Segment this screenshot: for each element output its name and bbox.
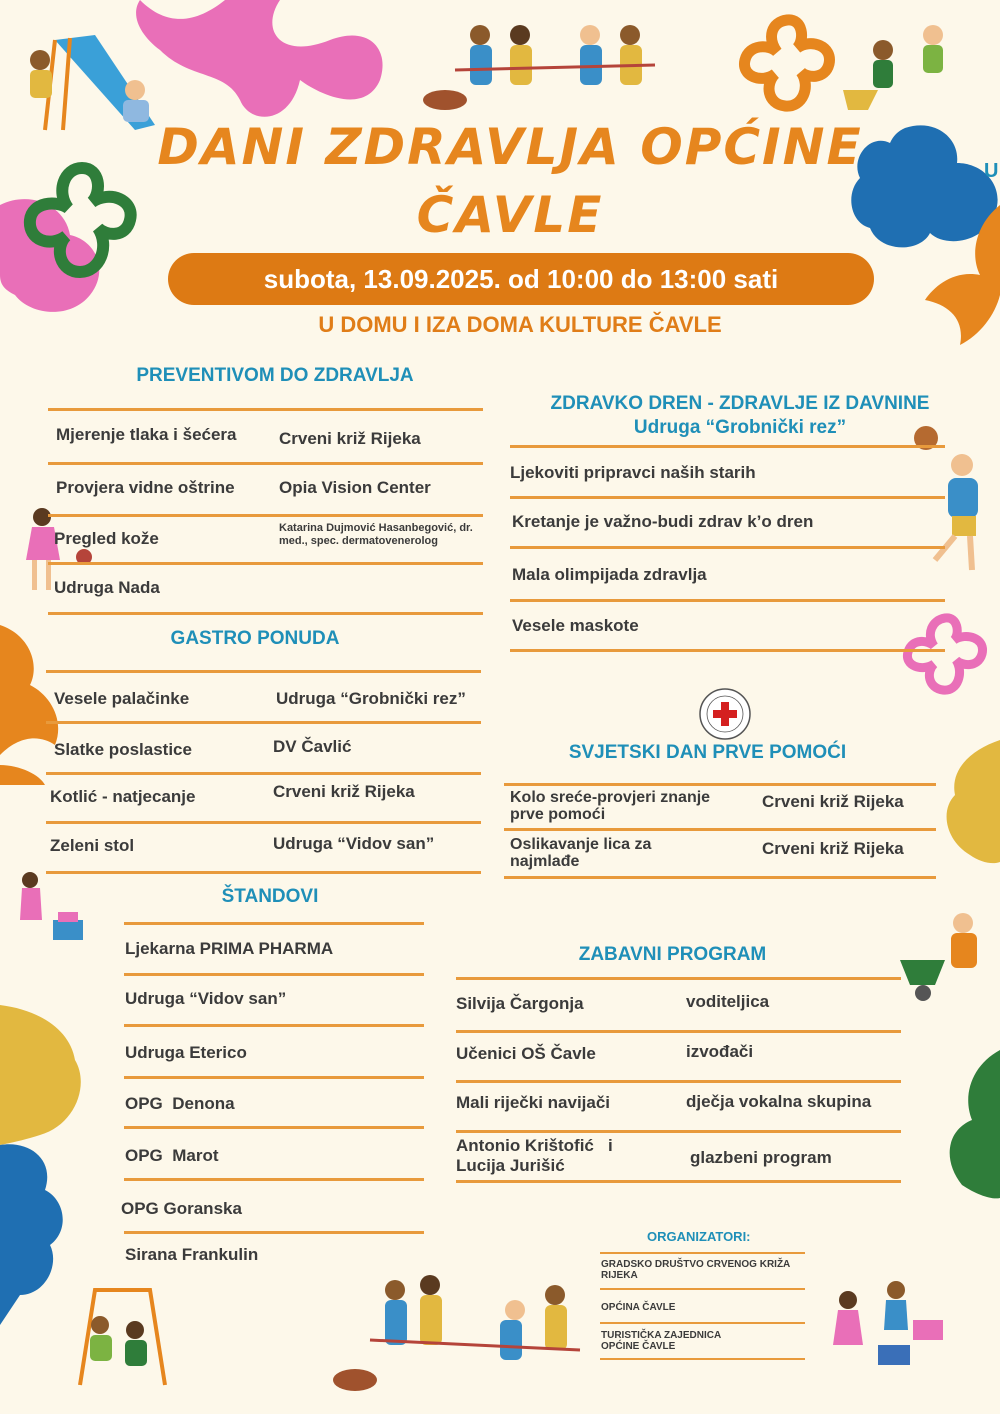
divider: [48, 562, 483, 565]
organizer-item: OPĆINA ČAVLE: [601, 1302, 676, 1313]
pink-splash-decoration: [130, 0, 400, 130]
zdravko-item: Mala olimpijada zdravlja: [512, 565, 707, 584]
section-heading-gastro: GASTRO PONUDA: [170, 628, 340, 649]
divider: [456, 1080, 901, 1083]
zabavni-name: Antonio Krištofić i Lucija Jurišić: [456, 1136, 618, 1175]
prva-pomoc-activity: Kolo sreće-provjeri znanje prve pomoći: [510, 789, 711, 823]
standovi-item: OPG Goranska: [121, 1199, 242, 1218]
pink-flower-decoration: [898, 612, 993, 697]
zabavni-name: Mali riječki navijači: [456, 1093, 611, 1112]
standovi-item: OPG Denona: [125, 1094, 235, 1113]
corner-letter: U: [984, 160, 999, 182]
zdravko-subheading: Udruga “Grobnički rez”: [633, 417, 847, 438]
standovi-item: Udruga Eterico: [125, 1043, 247, 1062]
organizer-item: GRADSKO DRUŠTVO CRVENOG KRIŽA RIJEKA: [601, 1259, 790, 1281]
preventivom-activity: Mjerenje tlaka i šećera: [56, 425, 237, 444]
blue-leaf-left-decoration: [0, 1135, 70, 1335]
kids-with-cart-illustration: [818, 1275, 948, 1375]
divider: [504, 783, 936, 786]
divider: [46, 670, 481, 673]
divider: [48, 408, 483, 411]
yellow-blob-right-decoration: [940, 740, 1000, 865]
section-heading-standovi: ŠTANDOVI: [221, 886, 319, 907]
wheelbarrow-kids-top-illustration: [838, 20, 963, 120]
organizer-item: TURISTIČKA ZAJEDNICA OPĆINE ČAVLE: [601, 1330, 721, 1352]
organizers-heading: ORGANIZATORI:: [647, 1229, 751, 1244]
zabavni-role: dječja vokalna skupina: [686, 1092, 872, 1111]
red-cross-logo: [698, 687, 752, 741]
girl-with-toy-illustration: [8, 870, 88, 950]
divider: [46, 871, 481, 874]
divider: [456, 977, 901, 980]
preventivom-activity: Provjera vidne oštrine: [56, 478, 235, 497]
divider: [510, 445, 945, 448]
divider: [504, 828, 936, 831]
venue-text: U DOMU I IZA DOMA KULTURE ČAVLE: [318, 312, 722, 337]
preventivom-activity: Pregled kože: [54, 529, 159, 548]
divider: [48, 612, 483, 615]
divider: [456, 1130, 901, 1133]
divider: [124, 1178, 424, 1181]
divider: [48, 514, 483, 517]
zabavni-name: Silvija Čargonja: [456, 994, 584, 1013]
preventivom-activity: Udruga Nada: [54, 578, 160, 597]
zdravko-item: Vesele maskote: [512, 616, 639, 635]
divider: [504, 876, 936, 879]
divider: [48, 462, 483, 465]
zabavni-role: glazbeni program: [690, 1148, 832, 1167]
boy-with-wheelbarrow-illustration: [895, 905, 990, 1005]
gastro-item: Slatke poslastice: [54, 740, 192, 759]
gastro-provider: Udruga “Grobnički rez”: [276, 689, 466, 708]
gastro-provider: DV Čavlić: [273, 737, 352, 756]
preventivom-provider: Katarina Dujmović Hasanbegović, dr. med., spec. dermatovenerolog: [279, 522, 473, 547]
gastro-provider: Crveni križ Rijeka: [273, 782, 415, 801]
section-heading-zdravko: ZDRAVKO DREN - ZDRAVLJE IZ DAVNINE: [550, 393, 930, 414]
slide-kids-illustration: [15, 20, 170, 140]
swing-kids-illustration: [70, 1285, 175, 1390]
divider: [600, 1288, 805, 1290]
divider: [124, 1231, 424, 1234]
divider: [46, 821, 481, 824]
zdravko-item: Kretanje je važno-budi zdrav k’o dren: [512, 512, 814, 531]
divider: [46, 772, 481, 775]
green-leaf-right-decoration: [932, 1050, 1000, 1200]
divider: [124, 973, 424, 976]
divider: [124, 1076, 424, 1079]
date-banner: subota, 13.09.2025. od 10:00 do 13:00 sati: [168, 253, 874, 305]
divider: [510, 546, 945, 549]
tug-of-war-kids-bottom-illustration: [330, 1270, 595, 1400]
divider: [510, 496, 945, 499]
orange-leaf-right-decoration: [895, 195, 1000, 370]
divider: [600, 1252, 805, 1254]
prva-pomoc-provider: Crveni križ Rijeka: [762, 792, 904, 811]
zabavni-role: voditeljica: [686, 992, 770, 1011]
divider: [124, 1126, 424, 1129]
divider: [46, 721, 481, 724]
divider: [510, 649, 945, 652]
divider: [456, 1030, 901, 1033]
divider: [600, 1358, 805, 1360]
zabavni-name: Učenici OŠ Čavle: [456, 1044, 596, 1063]
gastro-provider: Udruga “Vidov san”: [273, 834, 435, 853]
section-heading-zabavni: ZABAVNI PROGRAM: [578, 944, 767, 965]
gastro-item: Kotlić - natjecanje: [50, 787, 196, 806]
yellow-blob-left-decoration: [0, 1005, 85, 1145]
divider: [124, 922, 424, 925]
divider: [124, 1024, 424, 1027]
prva-pomoc-activity: Oslikavanje lica za najmlađe: [510, 836, 652, 870]
standovi-item: OPG Marot: [125, 1146, 219, 1165]
divider: [456, 1180, 901, 1183]
divider: [510, 599, 945, 602]
green-flower-decoration: [20, 160, 145, 285]
preventivom-provider: Opia Vision Center: [279, 478, 431, 497]
section-heading-prva-pomoc: SVJETSKI DAN PRVE POMOĆI: [568, 742, 847, 763]
gastro-item: Vesele palačinke: [54, 689, 190, 708]
prva-pomoc-provider: Crveni križ Rijeka: [762, 839, 904, 858]
divider: [600, 1322, 805, 1324]
standovi-item: Ljekarna PRIMA PHARMA: [125, 939, 334, 958]
section-heading-preventivom: PREVENTIVOM DO ZDRAVLJA: [136, 365, 414, 386]
zabavni-role: izvođači: [686, 1042, 754, 1061]
poster-title-line2: ČAVLE: [416, 186, 604, 244]
standovi-item: Sirana Frankulin: [125, 1245, 259, 1264]
gastro-item: Zeleni stol: [50, 836, 135, 855]
tug-of-war-kids-top-illustration: [415, 15, 670, 115]
standovi-item: Udruga “Vidov san”: [125, 989, 287, 1008]
orange-flower-decoration: [735, 12, 840, 112]
preventivom-provider: Crveni križ Rijeka: [279, 429, 421, 448]
zdravko-item: Ljekoviti pripravci naših starih: [510, 463, 756, 482]
poster-title-line1: DANI ZDRAVLJA OPĆINE: [157, 118, 863, 176]
